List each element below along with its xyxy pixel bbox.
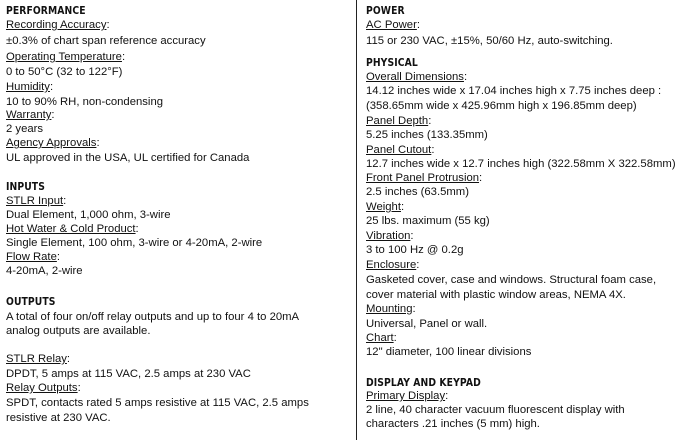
performance-heading: PERFORMANCE	[6, 5, 86, 17]
outputs-description-line2: analog outputs are available.	[6, 325, 151, 337]
mounting-value: Universal, Panel or wall.	[366, 318, 488, 330]
chart-label: Chart:	[366, 332, 397, 344]
stlr-relay-value: DPDT, 5 amps at 115 VAC, 2.5 amps at 230 VAC	[6, 368, 251, 380]
flow-rate-label: Flow Rate:	[6, 251, 60, 263]
mounting-label: Mounting:	[366, 303, 416, 315]
agency-approvals-value: UL approved in the USA, UL certified for Canada	[6, 152, 250, 164]
vibration-label: Vibration:	[366, 230, 414, 242]
overall-dimensions-line2: (358.65mm wide x 425.96mm high x 196.85mm deep)	[366, 100, 637, 112]
display-keypad-heading: DISPLAY AND KEYPAD	[366, 377, 481, 389]
primary-display-label: Primary Display:	[366, 390, 449, 402]
recording-accuracy-label: Recording Accuracy:	[6, 19, 110, 31]
primary-display-line2: characters .21 inches (5 mm) high.	[366, 418, 540, 430]
panel-cutout-label: Panel Cutout:	[366, 144, 435, 156]
hot-water-value: Single Element, 100 ohm, 3-wire or 4-20mA, 2-wire	[6, 237, 263, 249]
panel-cutout-value: 12.7 inches wide x 12.7 inches high (322.58mm X 322.58mm)	[366, 158, 676, 170]
relay-outputs-value-line2: resistive at 230 VAC.	[6, 412, 111, 424]
panel-depth-value: 5.25 inches (133.35mm)	[366, 129, 488, 141]
physical-heading: PHYSICAL	[366, 57, 418, 69]
flow-rate-value: 4-20mA, 2-wire	[6, 265, 83, 277]
stlr-input-label: STLR Input:	[6, 195, 67, 207]
outputs-heading: OUTPUTS	[6, 296, 56, 308]
hot-water-label: Hot Water & Cold Product:	[6, 223, 139, 235]
enclosure-label: Enclosure:	[366, 259, 420, 271]
inputs-heading: INPUTS	[6, 181, 45, 193]
warranty-label: Warranty:	[6, 109, 55, 121]
ac-power-label: AC Power:	[366, 19, 420, 31]
ac-power-value: 115 or 230 VAC, ±15%, 50/60 Hz, auto-switching.	[366, 35, 613, 47]
relay-outputs-value-line1: SPDT, contacts rated 5 amps resistive at 115 VAC, 2.5 amps	[6, 397, 309, 409]
humidity-value: 10 to 90% RH, non-condensing	[6, 96, 164, 108]
recording-accuracy-value: ±0.3% of chart span reference accuracy	[6, 35, 206, 47]
operating-temperature-value: 0 to 50°C (32 to 122°F)	[6, 66, 123, 78]
warranty-value: 2 years	[6, 123, 44, 135]
front-panel-protrusion-value: 2.5 inches (63.5mm)	[366, 186, 469, 198]
humidity-label: Humidity:	[6, 81, 54, 93]
weight-label: Weight:	[366, 201, 405, 213]
agency-approvals-label: Agency Approvals:	[6, 137, 100, 149]
stlr-relay-label: STLR Relay:	[6, 353, 71, 365]
chart-value: 12" diameter, 100 linear divisions	[366, 346, 532, 358]
power-heading: POWER	[366, 5, 405, 17]
primary-display-line1: 2 line, 40 character vacuum fluorescent display with	[366, 404, 625, 416]
weight-value: 25 lbs. maximum (55 kg)	[366, 215, 490, 227]
overall-dimensions-label: Overall Dimensions:	[366, 71, 468, 83]
vibration-value: 3 to 100 Hz @ 0.2g	[366, 244, 464, 256]
panel-depth-label: Panel Depth:	[366, 115, 432, 127]
operating-temperature-label: Operating Temperature:	[6, 51, 126, 63]
column-divider	[356, 0, 357, 440]
outputs-description-line1: A total of four on/off relay outputs and up to four 4 to 20mA	[6, 311, 300, 323]
front-panel-protrusion-label: Front Panel Protrusion:	[366, 172, 483, 184]
relay-outputs-label: Relay Outputs:	[6, 382, 81, 394]
overall-dimensions-line1: 14.12 inches wide x 17.04 inches high x 7.75 inches deep :	[366, 85, 662, 97]
stlr-input-value: Dual Element, 1,000 ohm, 3-wire	[6, 209, 171, 221]
enclosure-line1: Gasketed cover, case and windows. Structural foam case,	[366, 274, 657, 286]
enclosure-line2: cover material with plastic window areas, NEMA 4X.	[366, 289, 626, 301]
